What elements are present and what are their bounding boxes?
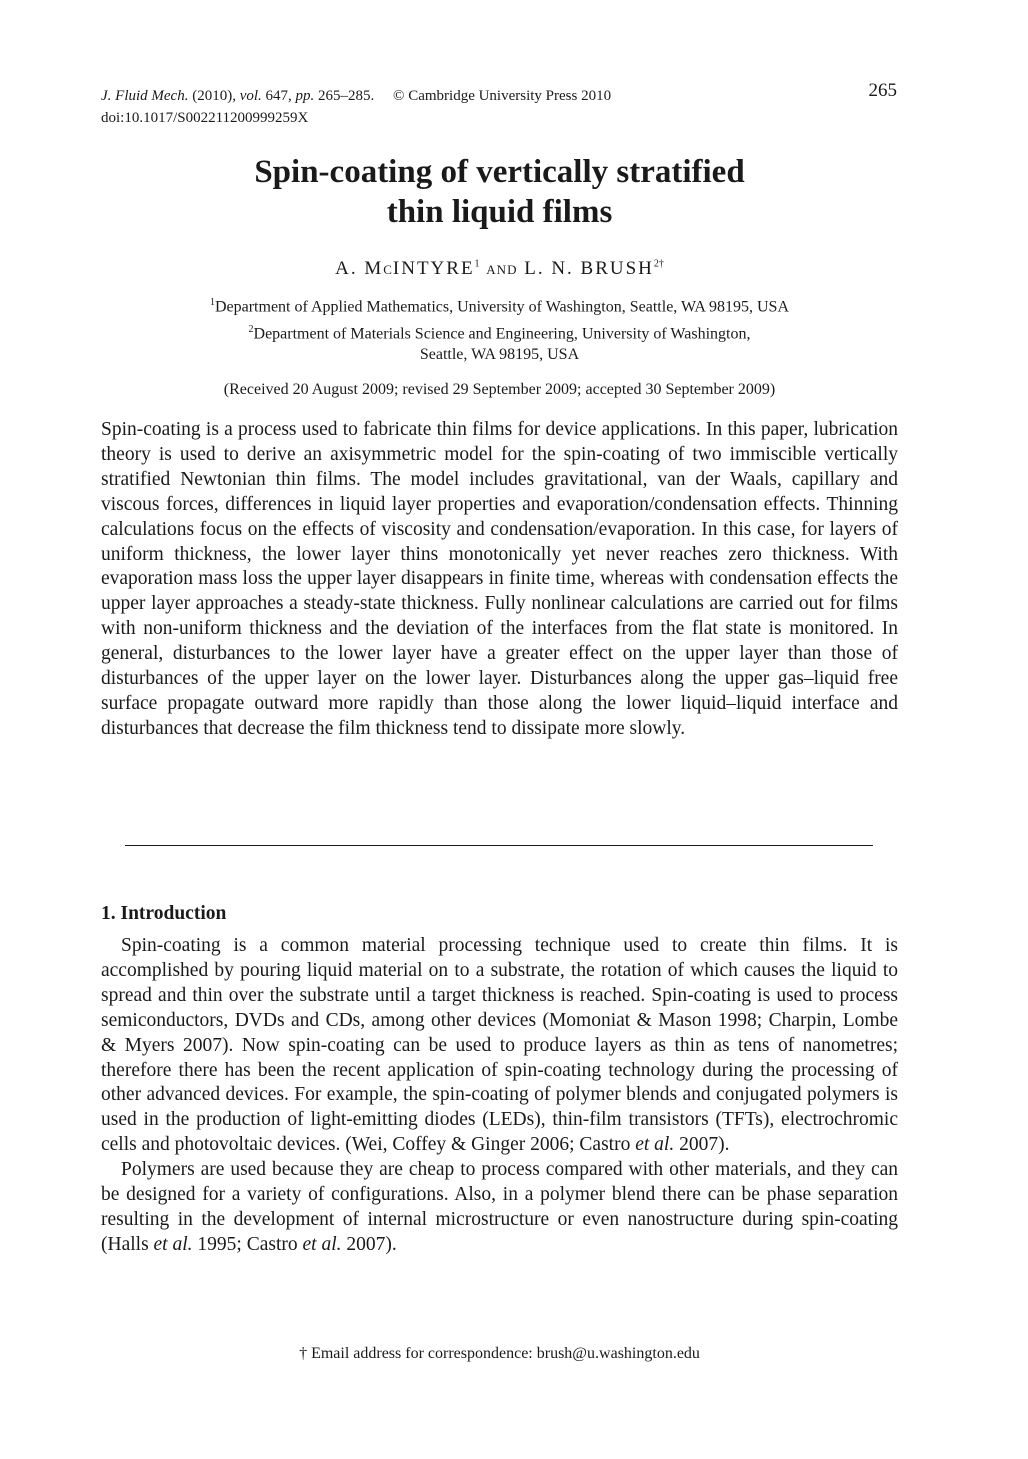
author-conjunction: AND [486,262,518,277]
volume-label: vol. [239,88,262,104]
received-dates: (Received 20 August 2009; revised 29 September 2009; accepted 30 September 2009) [223,381,776,398]
author-2: L. N. $BRUSH^{2\dagger}$ [524,258,664,279]
title-line-2: thin liquid films [386,194,613,230]
journal-header [101,85,721,129]
copyright-icon: © [393,88,405,104]
introduction-body [101,934,898,1258]
pages-label: pp. [295,88,315,104]
page-number: 265 [868,80,897,101]
section-heading: 1. Introduction [101,903,227,924]
journal-name: J. Fluid Mech. [101,88,189,104]
volume-number: 647, [265,88,292,104]
publisher: Cambridge University Press 2010 [408,88,612,104]
affiliation-1: $^1$Department of Applied Mathematics, University of Washington, Seattle, WA 98195, USA [209,297,790,316]
paragraph-2: Polymers are used because they are cheap to process compared with other materials, and they can be designed for a variety of configurations. Also, in a polymer blend there can be phase separation resulting in the development of internal microstructure or even nanostructure during spin-coating (Halls et al. 1995; Castro et al. 2007). [101,1159,898,1255]
page-range: 265–285. [318,88,375,104]
paragraph-1: Spin-coating is a common material processing technique used to create thin films. It is accomplished by pouring liquid material on to a substrate, the rotation of which causes the liquid to spread and thin over the substrate until a target thickness is reached. Spin-coating is used to process semiconductors, DVDs and CDs, among other devices (Momoniat & Mason 1998; Charpin, Lombe & Myers 2007). Now spin-coating can be used to produce layers as thin as tens of nanometres; therefore there has been the recent application of spin-coating technology during the processing of other advanced devices. For example, the spin-coating of polymer blends and conjugated polymers is used in the production of light-emitting diodes (LEDs), thin-film transistors (TFTs), electrochromic cells and photovoltaic devices. (Wei, Coffey & Ginger 2006; Castro et al. 2007). [101,935,898,1156]
section-divider [125,845,873,846]
footnote: † Email address for correspondence: brush@u.washington.edu [299,1345,700,1362]
article-title [101,152,898,232]
doi: doi:10.1017/S002211200999259X [101,110,309,126]
author-1: A. MCINTYRE$^1$ [335,258,480,279]
abstract: Spin-coating is a process used to fabricate thin films for device applications. In this paper, lubrication theory is used to derive an axisymmetric model for the spin-coating of two immiscible vertically stratified Newtonian thin films. The model includes gravitational, van der Waals, capillary and viscous forces, differences in liquid layer properties and evaporation/condensation effects. Thinning calculations focus on the effects of viscosity and condensation/evaporation. In this case, for layers of uniform thickness, the lower layer thins monotonically yet never reaches zero thickness. With evaporation mass loss the upper layer disappears in finite time, whereas with condensation effects the upper layer approaches a steady-state thickness. Fully nonlinear calculations are carried out for films with non-uniform thickness and the deviation of the interfaces from the flat state is monitored. In general, disturbances to the lower layer have a greater effect on the upper layer than those of disturbances of the upper layer on the lower layer. Disturbances along the upper gas–liquid free surface propagate outward more rapidly than those along the lower liquid–liquid interface and disturbances that decrease the film thickness tend to dissipate more slowly. [101,419,898,739]
author-line [101,258,898,280]
citation-line [101,85,721,107]
journal-year: (2010), [192,88,236,104]
affiliation-2: $^2$Department of Materials Science and Engineering, University of Washington, Seattle, WA 98195, USA [248,324,751,364]
title-line-1: Spin-coating of vertically stratified [254,154,745,190]
